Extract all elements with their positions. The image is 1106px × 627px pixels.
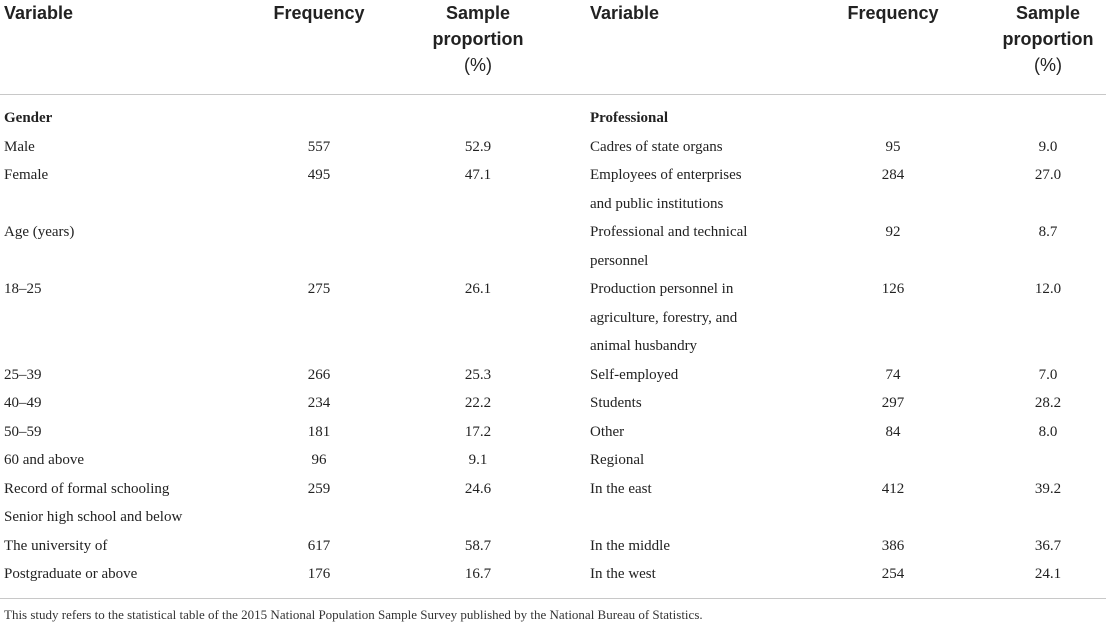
right-label-6: Production personnel in <box>590 281 734 297</box>
footer-divider <box>0 598 1106 599</box>
left-prop-11: 17.2 <box>464 423 492 440</box>
right-prop-6: 12.0 <box>1034 281 1062 297</box>
left-label-6: 18–25 <box>4 281 42 297</box>
left-freq-11: 181 <box>307 423 331 440</box>
right-label-11: Other <box>590 423 625 440</box>
right-prop-15: 36.7 <box>1034 537 1062 554</box>
right-freq-9: 74 <box>885 366 901 383</box>
left-prop-6: 26.1 <box>464 281 492 297</box>
left-label-16: Postgraduate or above <box>4 566 138 582</box>
left-freq-2: 495 <box>307 167 331 183</box>
left-prop-10: 22.2 <box>464 395 492 411</box>
right-prop-10: 28.2 <box>1034 395 1062 411</box>
right-label-10: Students <box>590 395 642 411</box>
right-prop-1: 9.0 <box>1038 138 1058 155</box>
header-proportion-right-line2: proportion <box>1002 29 1094 49</box>
left-prop-15: 58.7 <box>464 537 492 554</box>
header-variable-right: Variable <box>590 3 660 23</box>
right-label-12: Regional <box>590 452 645 468</box>
right-freq-1: 95 <box>885 138 901 155</box>
header-frequency-left: Frequency <box>273 3 365 23</box>
left-label-15: The university of <box>4 537 108 554</box>
right-label-0: Professional <box>590 110 669 126</box>
left-prop-16: 16.7 <box>464 566 492 582</box>
right-label-8: animal husbandry <box>590 338 698 354</box>
left-prop-12: 9.1 <box>468 452 488 468</box>
left-freq-10: 234 <box>307 395 331 411</box>
header-variable-left: Variable <box>4 3 74 23</box>
header-proportion-left-line2: proportion <box>432 29 524 49</box>
right-prop-4: 8.7 <box>1038 224 1058 240</box>
right-label-13: In the east <box>590 480 652 497</box>
right-freq-6: 126 <box>881 281 905 297</box>
right-freq-15: 386 <box>881 537 905 554</box>
left-freq-1: 557 <box>307 138 331 155</box>
right-label-7: agriculture, forestry, and <box>590 309 738 326</box>
right-label-2: Employees of enterprises <box>590 167 742 183</box>
header-proportion-left <box>418 0 538 78</box>
right-freq-10: 297 <box>881 395 905 411</box>
left-prop-2: 47.1 <box>464 167 492 183</box>
right-freq-13: 412 <box>881 480 905 497</box>
left-label-1: Male <box>4 138 35 155</box>
right-prop-13: 39.2 <box>1034 480 1062 497</box>
header-frequency-right: Frequency <box>847 3 939 23</box>
header-divider <box>0 94 1106 95</box>
right-label-15: In the middle <box>590 537 670 554</box>
right-label-3: and public institutions <box>590 195 724 212</box>
left-prop-9: 25.3 <box>464 366 492 383</box>
left-freq-9: 266 <box>307 366 331 383</box>
left-freq-15: 617 <box>307 537 331 554</box>
left-prop-1: 52.9 <box>464 138 492 155</box>
right-freq-4: 92 <box>885 224 901 240</box>
left-label-12: 60 and above <box>4 452 84 468</box>
right-freq-2: 284 <box>881 167 905 183</box>
left-label-11: 50–59 <box>4 423 42 440</box>
right-label-1: Cadres of state organs <box>590 138 723 155</box>
right-label-4: Professional and technical <box>590 224 748 240</box>
header-proportion-left-line3: (%) <box>464 55 492 75</box>
right-label-9: Self-employed <box>590 366 679 383</box>
right-label-16: In the west <box>590 566 656 582</box>
right-freq-16: 254 <box>881 566 905 582</box>
right-prop-2: 27.0 <box>1034 167 1062 183</box>
left-label-2: Female <box>4 167 49 183</box>
header-proportion-left-line1: Sample <box>445 3 511 23</box>
left-label-4: Age (years) <box>4 224 75 240</box>
header-proportion-right-line3: (%) <box>1034 55 1062 75</box>
right-prop-16: 24.1 <box>1034 566 1062 582</box>
left-freq-16: 176 <box>307 566 331 582</box>
left-freq-6: 275 <box>307 281 331 297</box>
right-label-5: personnel <box>590 252 649 269</box>
left-freq-12: 96 <box>311 452 327 468</box>
header-proportion-right <box>990 0 1106 78</box>
right-prop-9: 7.0 <box>1038 366 1058 383</box>
table-footnote: This study refers to the statistical table of the 2015 National Population Sample Survey published by the National Bureau of Statistics. <box>4 607 703 622</box>
left-freq-13: 259 <box>307 480 331 497</box>
left-label-0: Gender <box>4 110 53 126</box>
header-proportion-right-line1: Sample <box>1015 3 1081 23</box>
right-prop-11: 8.0 <box>1038 423 1058 440</box>
left-label-10: 40–49 <box>4 395 42 411</box>
left-prop-13: 24.6 <box>464 480 492 497</box>
right-freq-11: 84 <box>885 423 901 440</box>
left-label-13: Record of formal schooling <box>4 480 170 497</box>
left-label-9: 25–39 <box>4 366 42 383</box>
left-label-14: Senior high school and below <box>4 509 183 525</box>
